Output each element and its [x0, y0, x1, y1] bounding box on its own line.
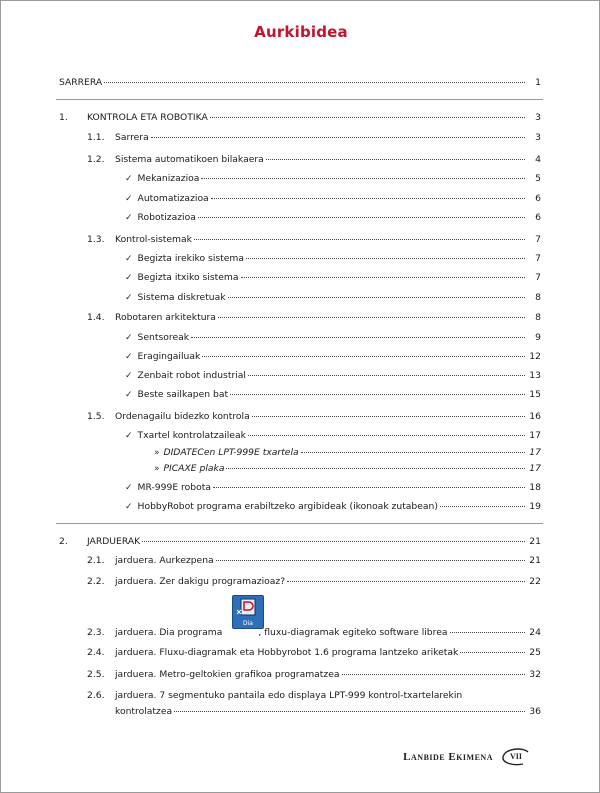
toc-number: 2. — [59, 536, 68, 547]
toc-page-number: 21 — [529, 555, 541, 566]
toc-label: Automatizazioa — [137, 193, 209, 204]
footer-publisher: Lanbide Ekimena — [403, 751, 493, 763]
toc-page-number: 15 — [529, 389, 541, 400]
dot-leader — [226, 468, 525, 469]
toc-page-number: 32 — [529, 669, 541, 680]
toc-label: Mekanizazioa — [137, 173, 200, 184]
toc-page-number: 7 — [535, 253, 541, 264]
dot-leader — [246, 258, 525, 259]
toc-entry-1-3-c[interactable] — [125, 292, 541, 304]
toc-entry-chapter-1[interactable] — [59, 112, 541, 124]
dia-logo-icon — [233, 596, 263, 620]
toc-entry-2-4[interactable] — [87, 647, 541, 659]
dot-leader — [248, 375, 525, 376]
checkmark-icon: ✓ — [125, 174, 133, 184]
toc-label: PICAXE plaka — [163, 463, 225, 474]
toc-label: Ordenagailu bidezko kontrola — [115, 411, 250, 422]
toc-number: 1.4. — [87, 312, 105, 323]
dot-leader — [194, 239, 525, 240]
toc-label: MR-999E robota — [137, 482, 211, 493]
toc-entry-2-1[interactable] — [87, 555, 541, 567]
toc-entry-1-4-a[interactable] — [125, 332, 541, 344]
dot-leader — [230, 394, 525, 395]
toc-entry-1-4[interactable] — [87, 312, 541, 324]
dot-leader — [191, 337, 525, 338]
toc-page-number: 17 — [529, 463, 541, 474]
toc-number: 2.1. — [87, 555, 105, 566]
toc-entry-1-2-c[interactable] — [125, 212, 541, 224]
toc-label-pre: jarduera. Dia programa — [115, 627, 223, 638]
toc-page-number: 17 — [529, 447, 541, 458]
toc-label: jarduera. Fluxu-diagramak eta Hobbyrobot 1.6 programa lantzeko ariketak — [115, 647, 459, 658]
toc-entry-1-4-b[interactable] — [125, 351, 541, 363]
toc-page-number: 16 — [529, 411, 541, 422]
toc-entry-1-3-a[interactable] — [125, 253, 541, 265]
toc-label: SARRERA — [59, 77, 103, 88]
toc-entry-sarrera[interactable] — [59, 77, 541, 89]
toc-number: 2.2. — [87, 576, 105, 587]
toc-page-number: 8 — [535, 312, 541, 323]
toc-page-number: 13 — [529, 370, 541, 381]
dot-leader — [174, 711, 525, 712]
checkmark-icon: ✓ — [125, 502, 133, 512]
checkmark-icon: ✓ — [125, 194, 133, 204]
toc-label: Begizta itxiko sistema — [137, 272, 239, 283]
toc-label: jarduera. 7 segmentuko pantaila edo displaya LPT-999 kontrol-txartelarekin — [115, 690, 463, 701]
toc-page-number: 3 — [535, 112, 541, 123]
toc-page-number: 18 — [529, 482, 541, 493]
toc-entry-chapter-2[interactable] — [59, 536, 541, 548]
dot-leader — [213, 487, 525, 488]
toc-entry-1-5-c[interactable] — [125, 501, 541, 513]
toc-label: Sistema diskretuak — [137, 292, 226, 303]
dot-leader — [104, 82, 525, 83]
double-arrow-icon: » — [154, 464, 160, 474]
toc-label: KONTROLA ETA ROBOTIKA — [87, 112, 208, 123]
toc-entry-1-5-a[interactable] — [125, 430, 541, 442]
dot-leader — [218, 317, 525, 318]
toc-page-number: 21 — [529, 536, 541, 547]
checkmark-icon: ✓ — [125, 254, 133, 264]
toc-entry-1-5-a-1[interactable] — [154, 447, 541, 459]
toc-label: Zenbait robot industrial — [137, 370, 246, 381]
toc-page-number: 12 — [529, 351, 541, 362]
double-arrow-icon: » — [154, 448, 160, 458]
toc-label: Begizta irekiko sistema — [137, 253, 245, 264]
toc-entry-1-2[interactable] — [87, 154, 541, 166]
toc-entry-2-6-continued[interactable] — [115, 706, 541, 718]
toc-label: kontrolatzea — [115, 706, 173, 717]
checkmark-icon: ✓ — [125, 431, 133, 441]
toc-number: 1.1. — [87, 132, 105, 143]
toc-page-number: 36 — [529, 706, 541, 717]
toc-entry-2-5[interactable] — [87, 669, 541, 681]
dia-icon-caption: Dia — [243, 620, 253, 627]
toc-entry-1-5-a-2[interactable] — [154, 463, 541, 475]
toc-entry-1-4-c[interactable] — [125, 370, 541, 382]
toc-number: 1.2. — [87, 154, 105, 165]
toc-label: HobbyRobot programa erabiltzeko argibideak (ikonoak zutabean) — [137, 501, 438, 512]
dot-leader — [287, 581, 525, 582]
toc-page-number: 19 — [529, 501, 541, 512]
toc-page-number: 6 — [535, 212, 541, 223]
toc-number: 1.5. — [87, 411, 105, 422]
toc-entry-1-3-b[interactable] — [125, 272, 541, 284]
toc-number: 1.3. — [87, 234, 105, 245]
toc-label: Eragingailuak — [137, 351, 201, 362]
toc-page-number: 4 — [535, 154, 541, 165]
toc-label: Kontrol-sistemak — [115, 234, 192, 245]
dot-leader — [216, 560, 525, 561]
dot-leader — [266, 159, 525, 160]
dot-leader — [202, 356, 525, 357]
separator-line — [56, 523, 543, 524]
toc-entry-1-5[interactable] — [87, 411, 541, 423]
toc-page-number: 3 — [535, 132, 541, 143]
toc-page-number: 1 — [535, 77, 541, 88]
checkmark-icon: ✓ — [125, 390, 133, 400]
dot-leader — [342, 674, 526, 675]
checkmark-icon: ✓ — [125, 352, 133, 362]
checkmark-icon: ✓ — [125, 333, 133, 343]
page-title: Aurkibidea — [254, 23, 348, 41]
toc-label-post: , fluxu-diagramak egiteko software librea — [258, 627, 448, 638]
toc-page-number: 24 — [529, 627, 541, 638]
toc-entry-2-3[interactable] — [87, 627, 541, 639]
toc-label: jarduera. Metro-geltokien grafikoa programatzea — [115, 669, 340, 680]
dot-leader — [450, 632, 526, 633]
checkmark-icon: ✓ — [125, 213, 133, 223]
toc-page-number: 17 — [529, 430, 541, 441]
checkmark-icon: ✓ — [125, 273, 133, 283]
toc-page-number: 6 — [535, 193, 541, 204]
dot-leader — [201, 178, 525, 179]
dot-leader — [301, 452, 525, 453]
toc-entry-2-2[interactable] — [87, 576, 541, 588]
toc-entry-1-4-d[interactable] — [125, 389, 541, 401]
toc-page-number: 22 — [529, 576, 541, 587]
checkmark-icon: ✓ — [125, 483, 133, 493]
separator-line — [56, 99, 543, 100]
toc-entry-2-6[interactable] — [87, 690, 541, 702]
toc-entry-1-1[interactable] — [87, 132, 541, 144]
dot-leader — [210, 117, 525, 118]
dot-leader — [440, 506, 525, 507]
toc-page-number: 5 — [535, 173, 541, 184]
dot-leader — [248, 435, 525, 436]
dia-program-icon — [232, 595, 264, 629]
checkmark-icon: ✓ — [125, 371, 133, 381]
checkmark-icon: ✓ — [125, 293, 133, 303]
toc-label: Robotizazioa — [137, 212, 196, 223]
dot-leader — [211, 198, 525, 199]
dot-leader — [252, 416, 525, 417]
dot-leader — [460, 652, 525, 653]
toc-label: Beste sailkapen bat — [137, 389, 229, 400]
toc-label: jarduera. Aurkezpena — [115, 555, 214, 566]
toc-page-number: 25 — [529, 647, 541, 658]
toc-page-number: 8 — [535, 292, 541, 303]
dot-leader — [198, 217, 525, 218]
toc-number: 2.3. — [87, 627, 105, 638]
toc-label: Txartel kontrolatzaileak — [137, 430, 246, 441]
dot-leader — [228, 297, 525, 298]
toc-page-number: 9 — [535, 332, 541, 343]
toc-page-number: 7 — [535, 272, 541, 283]
toc-label: Sentsoreak — [137, 332, 190, 343]
toc-number: 2.5. — [87, 669, 105, 680]
toc-entry-1-2-b[interactable] — [125, 193, 541, 205]
footer-page-number: VII — [509, 752, 522, 761]
toc-label: Sistema automatikoen bilakaera — [115, 154, 264, 165]
toc-label: Robotaren arkitektura — [115, 312, 216, 323]
dot-leader — [151, 137, 525, 138]
toc-entry-1-2-a[interactable] — [125, 173, 541, 185]
toc-entry-1-5-b[interactable] — [125, 482, 541, 494]
page-footer — [401, 747, 541, 769]
toc-number: 2.6. — [87, 690, 105, 701]
toc-number: 2.4. — [87, 647, 105, 658]
toc-label: jarduera. Zer dakigu programazioaz? — [115, 576, 286, 587]
dot-leader — [142, 541, 525, 542]
toc-entry-1-3[interactable] — [87, 234, 541, 246]
page-number-badge — [501, 748, 531, 766]
toc-label: JARDUERAK — [87, 536, 141, 547]
toc-label: Sarrera — [115, 132, 149, 143]
toc-page-number: 7 — [535, 234, 541, 245]
toc-number: 1. — [59, 112, 68, 123]
dot-leader — [241, 277, 525, 278]
toc-label: DIDATECen LPT-999E txartela — [163, 447, 299, 458]
